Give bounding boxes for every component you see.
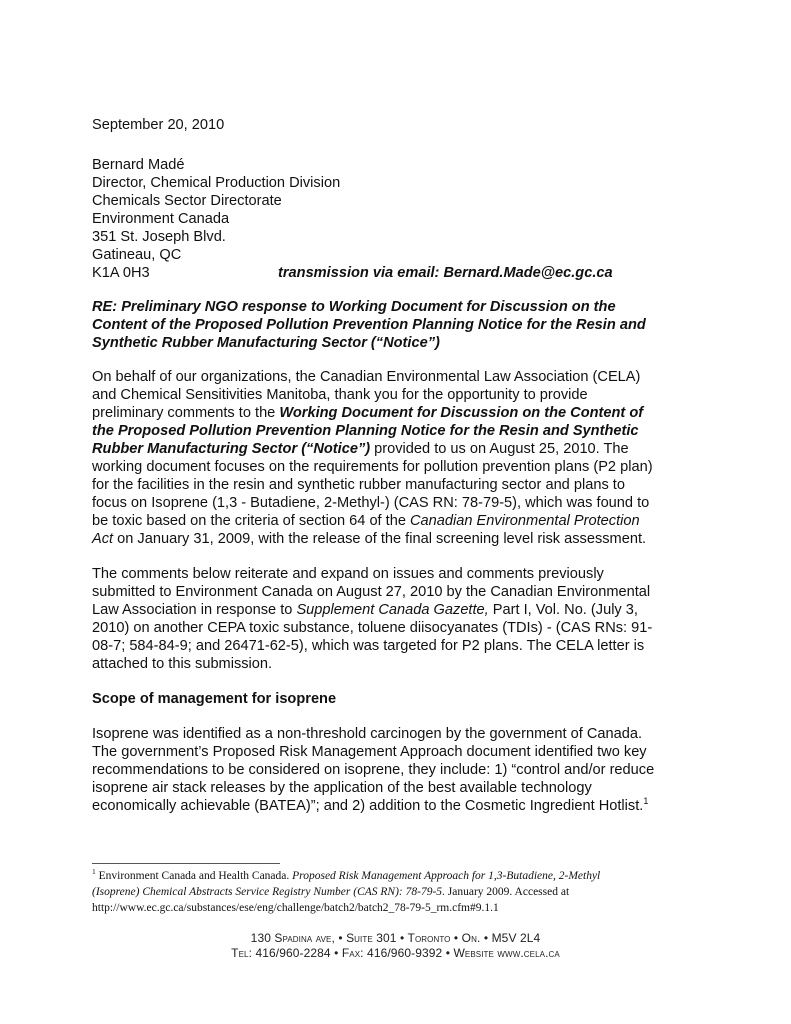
text-run: Law Association in response to <box>92 602 297 618</box>
footnote-url-link[interactable]: http://www.ec.gc.ca/substances/ese/eng/challenge/batch2/batch2_78-79-5_rm.cfm#9.1.1 <box>92 902 499 914</box>
subject-line: RE: Preliminary NGO response to Working Document for Discussion on the <box>92 299 616 315</box>
letter-date: September 20, 2010 <box>92 117 225 133</box>
recipient-directorate: Chemicals Sector Directorate <box>92 193 282 209</box>
letterhead-address: 130 Spadina ave, • Suite 301 • Toronto • On. • M5V 2L4 <box>250 931 541 945</box>
text-run: preliminary comments to the <box>92 405 280 421</box>
paragraph-line <box>92 512 640 530</box>
paragraph-line: The comments below reiterate and expand on issues and comments previously <box>92 566 604 582</box>
paragraph-line: working document focuses on the requirements for pollution prevention plans (P2 plan) <box>92 459 653 475</box>
paragraph-line: for the facilities in the resin and synthetic rubber manufacturing sector and plans to <box>92 477 625 493</box>
text-run: be toxic based on the criteria of section 64 of the <box>92 513 411 529</box>
recipient-department: Environment Canada <box>92 211 230 227</box>
paragraph-line <box>92 797 648 815</box>
paragraph-line: 2010) on another CEPA toxic substance, toluene diisocyanates (TDIs) - (CAS RNs: 91- <box>92 620 653 636</box>
subject-line: Synthetic Rubber Manufacturing Sector (“Notice”) <box>92 335 440 351</box>
letterhead-contact: Tel: 416/960-2284 • Fax: 416/960-9392 • Website www.cela.ca <box>231 946 560 960</box>
gazette-title-italic: Supplement Canada Gazette, <box>296 602 489 618</box>
text-run: economically achievable (BATEA)”; and 2) addition to the Cosmetic Ingredient Hotlist. <box>92 798 644 814</box>
paragraph-line: 08-7; 584-84-9; and 26471-62-5), which was targeted for P2 plans. The CELA letter is <box>92 638 645 654</box>
subject-line: Content of the Proposed Pollution Prevention Planning Notice for the Resin and <box>92 317 646 333</box>
paragraph-line: The government’s Proposed Risk Management Approach document identified two key <box>92 744 647 760</box>
footnote-reference[interactable]: 1 <box>643 796 649 807</box>
act-title-italic: Act <box>92 531 114 547</box>
section-heading: Scope of management for isoprene <box>92 691 337 707</box>
paragraph-line: focus on Isoprene (1,3 - Butadiene, 2-Methyl-) (CAS RN: 78-79-5), which was found to <box>92 495 650 511</box>
text-run: on January 31, 2009, with the release of the final screening level risk assessment. <box>113 531 647 547</box>
document-title-emphasis: Working Document for Discussion on the Content of <box>279 405 644 421</box>
footnote-line <box>92 869 600 885</box>
text-run: Environment Canada and Health Canada. <box>95 870 293 882</box>
document-title-emphasis: Rubber Manufacturing Sector (“Notice”) <box>92 441 371 457</box>
paragraph-line <box>92 404 643 422</box>
recipient-city: Gatineau, QC <box>92 247 182 263</box>
paragraph-line: and Chemical Sensitivities Manitoba, thank you for the opportunity to provide <box>92 387 588 403</box>
paragraph-line <box>92 530 646 548</box>
text-run: provided to us on August 25, 2010. The <box>370 441 629 457</box>
recipient-street: 351 St. Joseph Blvd. <box>92 229 226 245</box>
paragraph-line: isoprene air stack releases by the application of the best available technology <box>92 780 592 796</box>
recipient-postal-code: K1A 0H3 <box>92 265 150 281</box>
paragraph-line: recommendations to be considered on isoprene, they include: 1) “control and/or reduce <box>92 762 655 778</box>
paragraph-line <box>92 601 638 619</box>
paragraph-line: attached to this submission. <box>92 656 273 672</box>
footnote-number: 1 <box>92 867 96 877</box>
recipient-title: Director, Chemical Production Division <box>92 175 341 191</box>
transmission-note: transmission via email: Bernard.Made@ec.gc.ca <box>278 265 613 281</box>
recipient-name: Bernard Madé <box>92 157 185 173</box>
document-title-emphasis: the Proposed Pollution Prevention Planning Notice for the Resin and Synthetic <box>92 423 639 439</box>
citation-title-italic: (Isoprene) Chemical Abstracts Service Registry Number (CAS RN): 78-79-5 <box>92 886 443 898</box>
paragraph-line: Isoprene was identified as a non-threshold carcinogen by the government of Canada. <box>92 726 643 742</box>
paragraph-line: On behalf of our organizations, the Canadian Environmental Law Association (CELA) <box>92 369 641 385</box>
paragraph-line: submitted to Environment Canada on August 27, 2010 by the Canadian Environmental <box>92 584 651 600</box>
citation-title-italic: Proposed Risk Management Approach for 1,3-Butadiene, 2-Methyl <box>292 870 601 882</box>
footnote-line <box>92 885 569 901</box>
text-run: Part I, Vol. No. (July 3, <box>488 602 638 618</box>
paragraph-line <box>92 440 629 458</box>
footnote-divider <box>92 863 280 864</box>
text-run: . January 2009. Accessed at <box>442 886 570 898</box>
act-title-italic: Canadian Environmental Protection <box>410 513 640 529</box>
